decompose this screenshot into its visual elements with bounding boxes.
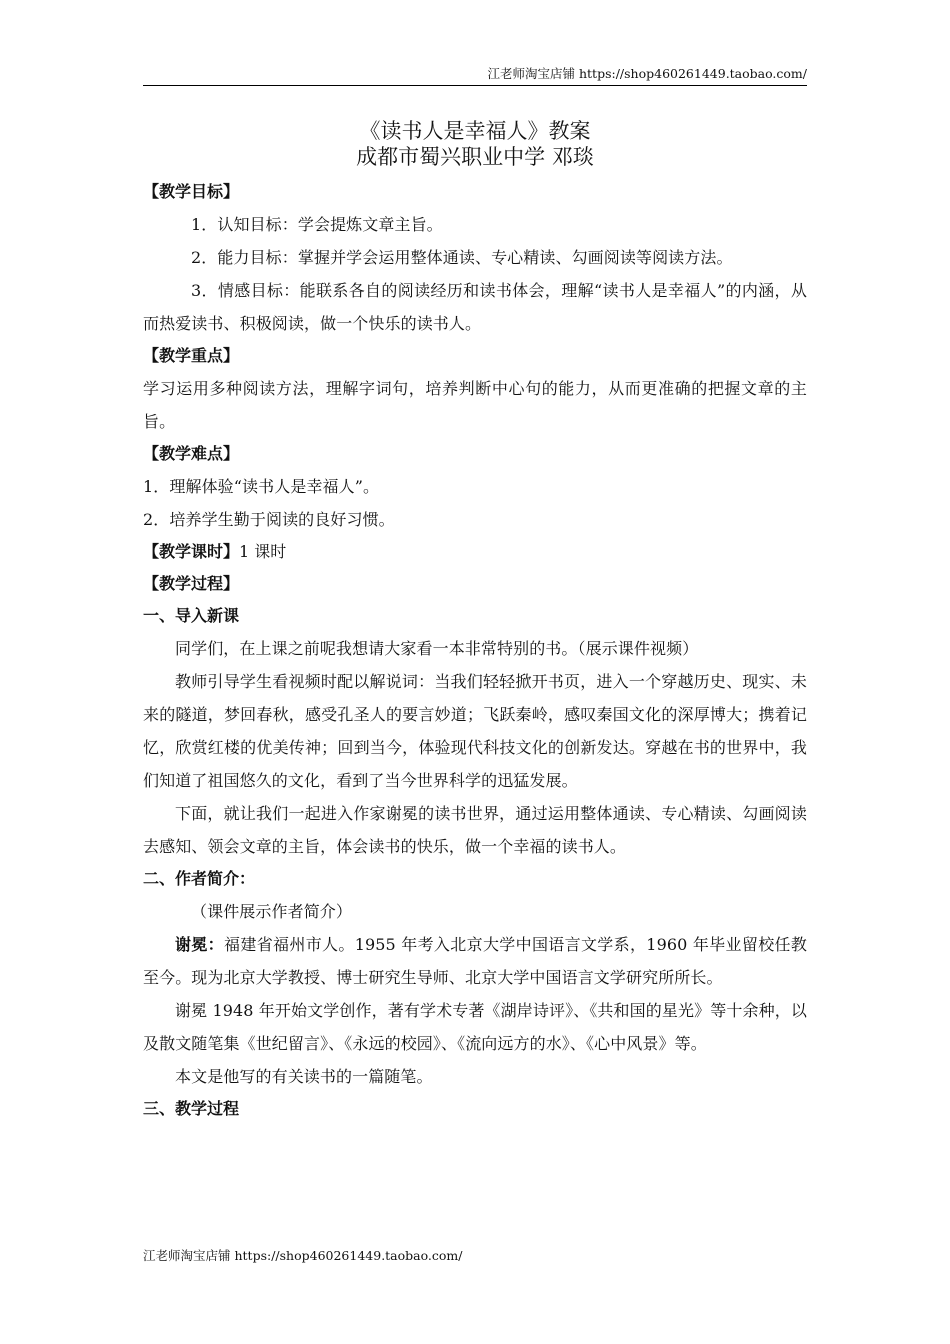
goals-heading: 【教学目标】 bbox=[143, 182, 240, 201]
header-divider bbox=[143, 85, 807, 86]
author-intro-note: （课件展示作者简介） bbox=[191, 902, 353, 921]
goal-item-2: 2．能力目标：掌握并学会运用整体通读、专心精读、勾画阅读等阅读方法。 bbox=[191, 248, 733, 267]
section-3-heading: 三、教学过程 bbox=[143, 1099, 240, 1118]
section-1-paragraph-2: 教师引导学生看视频时配以解说词：当我们轻轻掀开书页，进入一个穿越历史、现实、未来的隧道，梦回春秋，感受孔圣人的要言妙道；飞跃秦岭，感叹秦国文化的深厚博大；携着记忆，欣赏红楼的优美传神；回到当今，体验现代科技文化的创新发达。穿越在书的世界中，我们知道了祖国悠久的文化，看到了当今世界科学的迅猛发展。 bbox=[143, 672, 807, 790]
difficulty-item-2: 2．培养学生勤于阅读的良好习惯。 bbox=[143, 510, 395, 529]
author-bio-text: 福建省福州市人。1955 年考入北京大学中国语言文学系，1960 年毕业留校任教至今。现为北京大学教授、博士研究生导师、北京大学中国语言文学研究所所长。 bbox=[143, 935, 807, 987]
document-title: 《读书人是幸福人》教案 bbox=[359, 119, 591, 143]
hours-value: 1 课时 bbox=[239, 542, 287, 561]
difficulties-heading: 【教学难点】 bbox=[143, 444, 240, 463]
page-header: 江老师淘宝店铺 https://shop460261449.taobao.com/ bbox=[487, 66, 807, 81]
key-points-text: 学习运用多种阅读方法，理解字词句，培养判断中心句的能力，从而更准确的把握文章的主旨。 bbox=[143, 379, 807, 431]
key-points-heading: 【教学重点】 bbox=[143, 346, 240, 365]
goal-item-1: 1．认知目标：学会提炼文章主旨。 bbox=[191, 215, 443, 234]
author-works: 谢冕 1948 年开始文学创作，著有学术专著《湖岸诗评》、《共和国的星光》等十余种，以及散文随笔集《世纪留言》、《永远的校园》、《流向远方的水》、《心中风景》等。 bbox=[143, 1001, 807, 1053]
goal-item-3: 3．情感目标：能联系各自的阅读经历和读书体会，理解“读书人是幸福人”的内涵，从而热爱读书、积极阅读，做一个快乐的读书人。 bbox=[143, 281, 807, 333]
author-bio bbox=[143, 928, 807, 994]
page-footer: 江老师淘宝店铺 https://shop460261449.taobao.com/ bbox=[143, 1248, 463, 1263]
hours-heading: 【教学课时】 bbox=[143, 542, 240, 561]
document-author: 成都市蜀兴职业中学 邓琰 bbox=[356, 145, 594, 169]
document-body bbox=[143, 118, 807, 1125]
section-1-paragraph-3: 下面，就让我们一起进入作家谢冕的读书世界，通过运用整体通读、专心精读、勾画阅读去感知、领会文章的主旨，体会读书的快乐，做一个幸福的读书人。 bbox=[143, 804, 807, 856]
hours-line bbox=[143, 536, 807, 568]
section-2-heading: 二、作者简介： bbox=[143, 869, 256, 888]
process-heading: 【教学过程】 bbox=[143, 574, 240, 593]
author-name: 谢冕： bbox=[175, 935, 225, 954]
section-1-heading: 一、导入新课 bbox=[143, 606, 240, 625]
essay-note: 本文是他写的有关读书的一篇随笔。 bbox=[175, 1067, 433, 1086]
difficulty-item-1: 1．理解体验“读书人是幸福人”。 bbox=[143, 477, 380, 496]
section-1-paragraph-1: 同学们，在上课之前呢我想请大家看一本非常特别的书。（展示课件视频） bbox=[175, 639, 699, 658]
